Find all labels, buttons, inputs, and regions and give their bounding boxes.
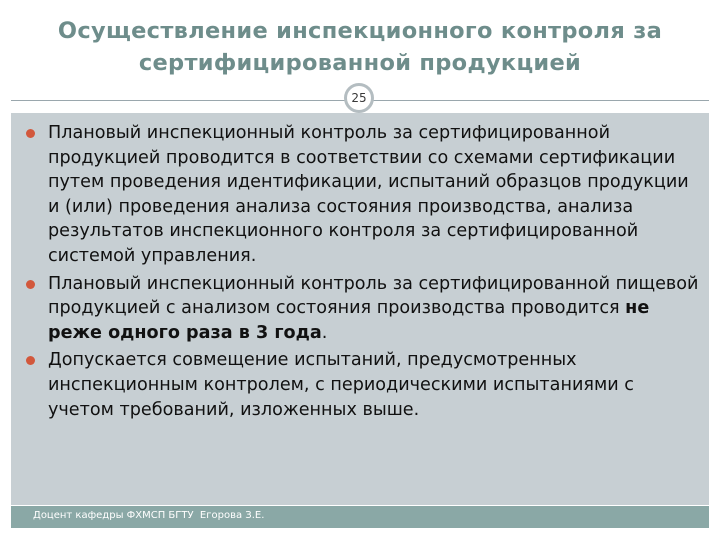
bullet-item (24, 272, 700, 346)
bullet-item (24, 121, 700, 269)
bullet-bold-text: не реже одного раза в 3 года (48, 298, 650, 343)
footer-text: Доцент кафедры ФХМСП БГТУ Егорова З.Е. (33, 510, 265, 521)
page-number-badge (344, 83, 374, 113)
bullet-text: Плановый инспекционный контроль за сертифицированной продукцией проводится в соответствии со схемами сертификации путем проведения идентификации, испытаний образцов продукции и (или) проведения анализа состояния производства, анализа результатов инспекционного контроля за сертифицированной системой управления. (48, 123, 689, 266)
bullet-text-end: . (321, 322, 328, 343)
bullet-dot-icon (26, 280, 35, 289)
bullet-text: Плановый инспекционный контроль за сертифицированной пищевой продукцией с анализом состояния производства проводится (48, 273, 699, 319)
bullet-dot-icon (26, 129, 35, 138)
footer-bar (11, 506, 709, 528)
title-line-1: Осуществление инспекционного контроля за (57, 18, 663, 44)
bullet-item (24, 348, 700, 422)
slide-title (11, 15, 709, 79)
title-line-2: сертифицированной продукцией (138, 50, 582, 76)
bullet-list (24, 121, 700, 425)
bullet-dot-icon (26, 356, 35, 365)
bullet-text: Допускается совмещение испытаний, предусмотренных инспекционным контролем, с периодическими испытаниями с учетом требований, изложенных выше. (48, 350, 634, 420)
page-number: 25 (351, 91, 367, 105)
